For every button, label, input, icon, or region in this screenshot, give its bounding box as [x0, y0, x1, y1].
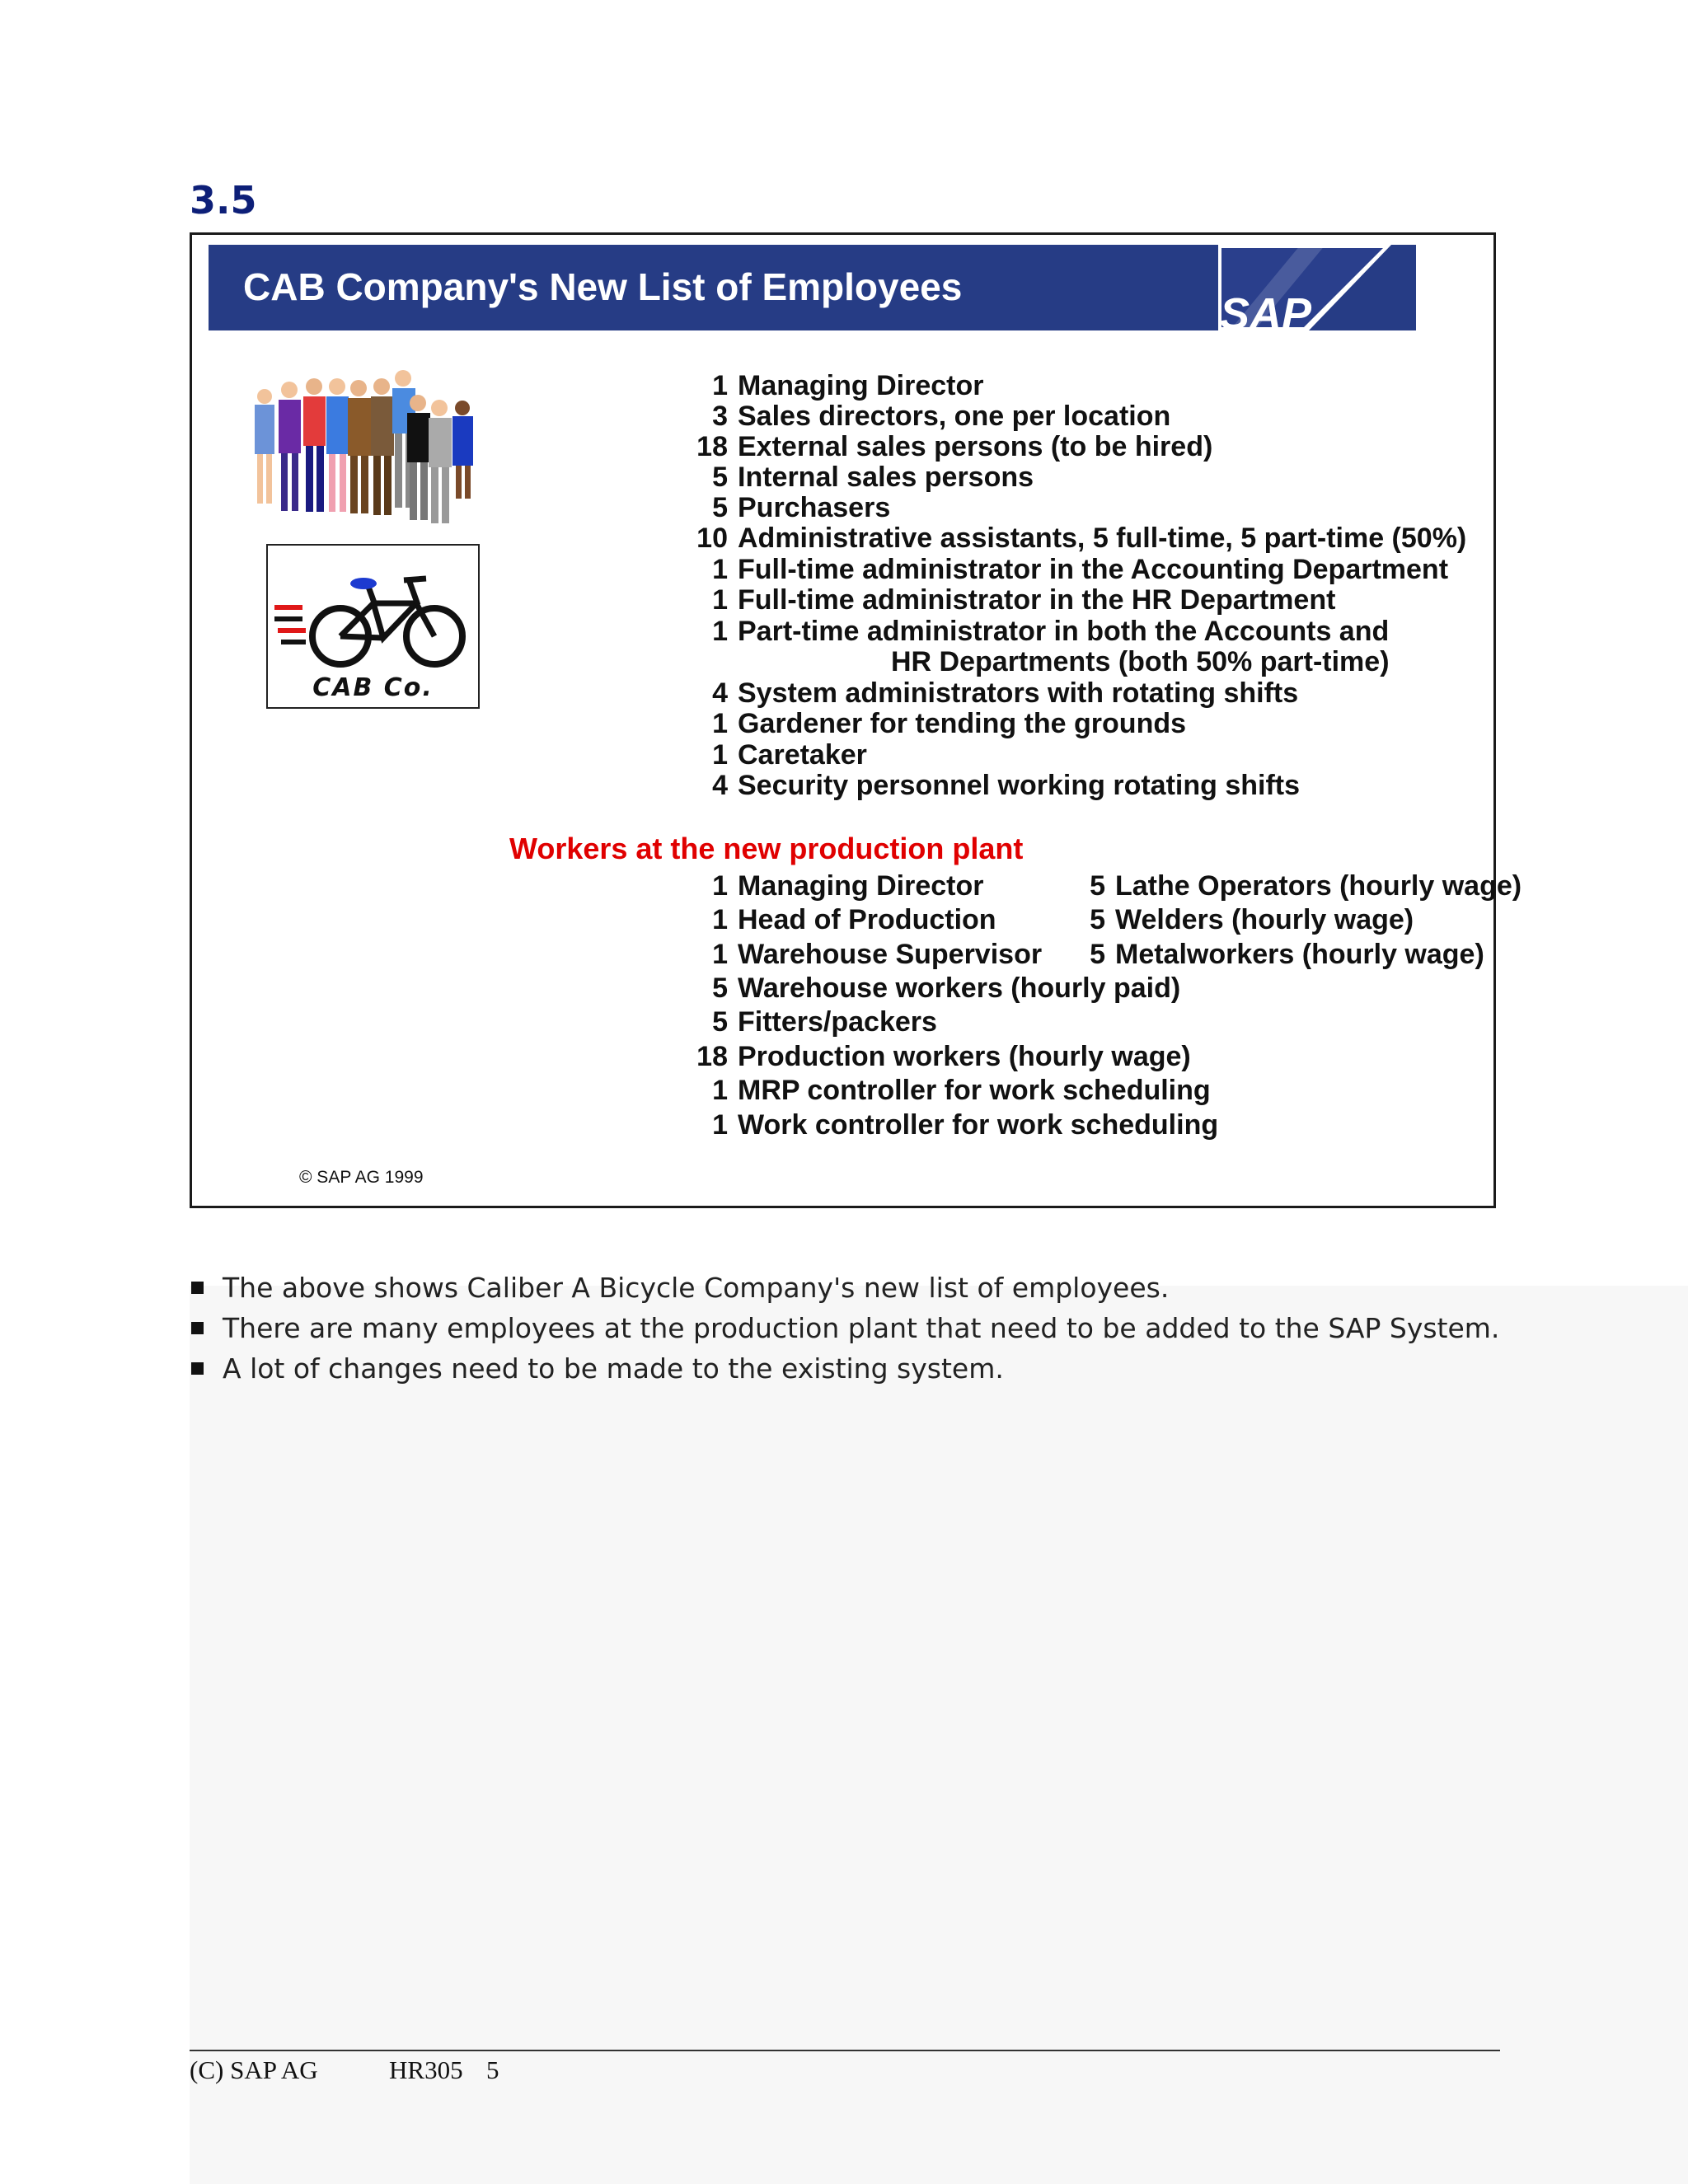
- cab-bicycle-logo: [266, 544, 480, 709]
- footer-page-number: 5: [486, 2055, 499, 2084]
- footer-copyright: (C) SAP AG: [190, 2055, 318, 2084]
- slide-copyright: © SAP AG 1999: [299, 1168, 424, 1187]
- production-heading: Workers at the new production plant: [509, 832, 1024, 865]
- bullet-item: There are many employees at the production plant that need to be added to the SAP System.: [190, 1308, 1632, 1348]
- section-number: 3.5: [190, 178, 257, 223]
- footer-divider: [190, 2050, 1500, 2051]
- bullet-square-icon: [191, 1322, 204, 1334]
- slide-title: CAB Company's New List of Employees: [243, 265, 963, 308]
- slide-frame: CAB Company's New List of Employees SAP CAB Co. 1 Managing Director 3 Sales directors, one per location 18 External sales persons (to be hired) 5 Internal sales persons 5 Purchasers 10 Administrative assistants, 5 full-time, 5 part-time (50%) 1 Full-time administrator in the Accounting Department 1 Full-time administrator in the HR Department 1 Part-time administrator in both the Accounts and HR Departments (both 50% part-time) 4 System administrators with rotating shifts 1 Gardener for tending the grounds 1 Caretaker 4 Security personnel working rotating shifts Workers at the new production plant 1 Managing Director 1 Head of Production 1 Warehouse Supervisor 5 Warehouse workers (hourly paid) 5 Fitters/packers 18 Production workers (hourly wage) 1 MRP controller for work scheduling 1 Work controller for work scheduling 5 Lathe Operators (hourly wage) 5 Welders (hourly wage) 5 Metalworkers (hourly wage) © SAP AG 1999: [190, 232, 1496, 1208]
- title-banner: [209, 245, 1416, 330]
- bullet-item: The above shows Caliber A Bicycle Company's new list of employees.: [190, 1268, 1632, 1308]
- logo-caption: CAB Co.: [312, 673, 434, 702]
- bullet-square-icon: [191, 1282, 204, 1294]
- sap-logo: [1218, 245, 1416, 330]
- bicycle-icon: [268, 546, 478, 669]
- bullet-list: [190, 1268, 1632, 1389]
- sap-logo-text: SAP: [1220, 289, 1312, 330]
- bullet-square-icon: [191, 1362, 204, 1375]
- footer-course: HR305: [389, 2055, 463, 2084]
- people-illustration: [250, 367, 497, 540]
- bullet-item: A lot of changes need to be made to the existing system.: [190, 1348, 1632, 1389]
